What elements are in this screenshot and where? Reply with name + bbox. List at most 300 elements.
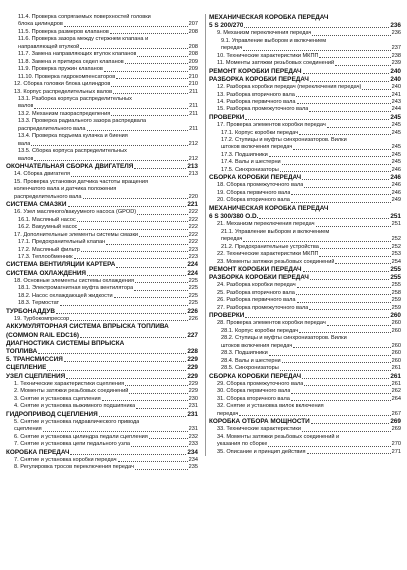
leader-dots — [114, 297, 188, 298]
toc-page-number: 229 — [188, 380, 198, 387]
toc-entry-title: 16.1. Масляный насос — [18, 216, 76, 223]
toc-entry-title: 12. Сборка головки блока цилиндров — [14, 81, 111, 88]
toc-entry-title: 13.4. Проверка подъема кулачка и биения — [18, 133, 128, 140]
toc-entry — [209, 167, 401, 174]
leader-dots — [291, 202, 391, 203]
toc-section-heading — [209, 266, 401, 274]
leader-dots — [125, 385, 188, 386]
leader-dots — [244, 27, 389, 28]
toc-entry-title: МЕХАНИЧЕСКАЯ КОРОБКА ПЕРЕДАЧ — [209, 14, 329, 21]
leader-dots — [135, 282, 188, 283]
toc-entry — [6, 232, 198, 239]
toc-entry — [6, 126, 198, 133]
toc-entry-title: КОРОБКА ПЕРЕДАЧ — [6, 448, 70, 456]
leader-dots — [99, 416, 187, 417]
toc-entry-title: 11. Моменты затяжки резьбовых соединений — [217, 60, 335, 67]
toc-entry-title: 1. Технические характеристики сцепления — [14, 380, 125, 387]
toc-page-number: 260 — [391, 342, 401, 349]
leader-dots — [299, 134, 390, 135]
toc-entry — [209, 365, 401, 372]
toc-section-heading — [6, 411, 198, 419]
toc-page-number: 235 — [188, 464, 198, 471]
toc-entry — [6, 51, 198, 58]
toc-entry — [6, 171, 198, 178]
leader-dots — [80, 48, 187, 49]
leader-dots — [102, 400, 188, 401]
leader-dots — [111, 86, 187, 87]
toc-page-number: 222 — [188, 231, 198, 238]
toc-page-number: 210 — [188, 73, 198, 80]
toc-page-number: 260 — [391, 320, 401, 327]
toc-page-number: 243 — [391, 98, 401, 105]
toc-section-heading — [6, 340, 198, 348]
toc-entry — [209, 441, 401, 448]
toc-entry-title: 28.4. Валы и шестерни — [221, 357, 281, 364]
toc-entry — [6, 224, 198, 231]
toc-entry-title: РАЗБОРКА КОРОБКИ ПЕРЕДАЧ — [209, 75, 309, 83]
toc-entry-title: 15. Проверка установки датчика частоты вращения — [14, 178, 148, 185]
leader-dots — [291, 194, 390, 195]
toc-page-number: 245 — [390, 113, 401, 121]
toc-left-column — [6, 14, 198, 472]
toc-page-number: 255 — [390, 274, 401, 282]
leader-dots — [297, 287, 391, 288]
toc-entry-title: 10. Технические характеристики МКПП — [217, 52, 319, 59]
leader-dots — [304, 385, 390, 386]
leader-dots — [297, 103, 391, 104]
leader-dots — [243, 241, 390, 242]
toc-entry-title: 23. Моменты затяжки резьбовых соединений — [217, 258, 335, 265]
toc-entry — [6, 217, 198, 224]
toc-section-heading — [209, 213, 401, 221]
toc-entry-title: передач — [221, 45, 243, 52]
toc-page-number: 208 — [188, 28, 198, 35]
leader-dots — [319, 256, 390, 257]
leader-dots — [137, 214, 187, 215]
toc-page-number: 220 — [188, 193, 198, 200]
toc-entry — [209, 221, 401, 228]
toc-entry — [6, 316, 198, 323]
toc-entry-title: ТУРБОНАДДУВ — [6, 307, 55, 315]
leader-dots — [43, 431, 188, 432]
toc-page-number: 271 — [391, 448, 401, 455]
toc-entry — [209, 388, 401, 395]
toc-entry — [6, 247, 198, 254]
toc-entry — [6, 194, 198, 201]
toc-section-heading — [209, 274, 401, 282]
toc-page-number: 260 — [391, 327, 401, 334]
leader-dots — [87, 275, 186, 276]
toc-page-number: 259 — [391, 297, 401, 304]
toc-entry-title: коленчатого вала и датчика положения — [14, 186, 117, 193]
toc-entry-title: 15. Разборка промежуточного вала — [217, 106, 309, 113]
toc-entry — [209, 350, 401, 357]
toc-entry-title: 21. Механизм переключения передач — [217, 221, 315, 228]
leader-dots — [70, 320, 187, 321]
toc-page-number: 245 — [391, 151, 401, 158]
toc-entry-title: 11.4. Проверка сопрягаемых поверхностей головки — [18, 14, 151, 20]
leader-dots — [335, 65, 391, 66]
toc-entry-title: РЕМОНТ КОРОБКИ ПЕРЕДАЧ — [209, 67, 302, 75]
toc-entry-title: 25. Разборка вторичного вала — [217, 289, 295, 296]
toc-page-number: 261 — [391, 380, 401, 387]
leader-dots — [304, 187, 390, 188]
toc-entry — [6, 285, 198, 292]
toc-page-number: 246 — [391, 166, 401, 173]
toc-section-heading — [6, 261, 198, 269]
toc-page-number: 251 — [391, 221, 401, 228]
toc-page-number: 260 — [390, 312, 401, 320]
toc-entry-title: 11.7. Замена направляющих втулок клапанов — [18, 51, 137, 58]
toc-page-number: 252 — [391, 243, 401, 250]
toc-page-number: 245 — [391, 122, 401, 129]
leader-dots — [291, 400, 391, 401]
toc-section-heading — [209, 312, 401, 320]
toc-page-number: 223 — [188, 254, 198, 260]
toc-section-heading — [209, 22, 401, 30]
toc-entry-title: 14. Сборка двигателя — [14, 171, 71, 178]
toc-entry — [6, 434, 198, 441]
toc-page-number: 245 — [391, 129, 401, 136]
leader-dots — [113, 93, 188, 94]
toc-entry — [209, 320, 401, 327]
toc-entry — [209, 282, 401, 289]
leader-dots — [312, 35, 390, 36]
leader-dots — [87, 130, 189, 131]
toc-page-number: 229 — [187, 364, 198, 372]
toc-page-number: 236 — [390, 22, 401, 30]
toc-entry-title: 27. Разборка промежуточного вала — [217, 304, 309, 311]
toc-section-heading — [6, 163, 198, 171]
toc-section-heading — [6, 373, 198, 381]
toc-page-number: 255 — [390, 265, 401, 273]
leader-dots — [134, 168, 186, 169]
toc-page-number: 231 — [187, 410, 198, 418]
toc-entry-title: 28. Проверка элементов коробки передач — [217, 320, 326, 327]
toc-entry-title: 5 S 200/270 — [209, 22, 244, 30]
toc-entry-title: (COMMON RAIL EDC16) — [6, 331, 80, 339]
toc-entry-title: 13.3. Проверка радиального зазора распредвала — [18, 118, 147, 125]
toc-page-number: 270 — [391, 441, 401, 448]
leader-dots — [269, 156, 391, 157]
toc-entry — [209, 30, 401, 37]
toc-page-number: 261 — [390, 372, 401, 380]
toc-section-heading — [6, 332, 198, 340]
toc-entry-title: 13.1. Разборка корпуса распределительных — [18, 95, 132, 102]
toc-entry — [6, 239, 198, 246]
leader-dots — [245, 317, 389, 318]
toc-entry-title: 7. Снятие и установка коробки передач — [14, 456, 117, 463]
toc-entry-title: 17.2. Масляный фильтр — [18, 246, 80, 253]
toc-page-number: 229 — [187, 372, 198, 380]
toc-entry-title: валов — [18, 155, 34, 162]
toc-entry-title: 9. Механизм переключения передач — [217, 30, 312, 37]
leader-dots — [316, 226, 391, 227]
toc-entry — [6, 81, 198, 88]
toc-page-number: 209 — [188, 58, 198, 65]
toc-section-heading — [209, 114, 401, 122]
toc-entry-title: 14. Разборка первичного вала — [217, 98, 296, 105]
toc-page-number: 228 — [187, 347, 198, 355]
leader-dots — [64, 361, 187, 362]
toc-page-number: 211 — [189, 88, 198, 95]
toc-entry-title: 5. Снятие и установка гидравлического привода — [14, 418, 140, 425]
leader-dots — [71, 176, 188, 177]
toc-page-number: 267 — [391, 410, 401, 417]
toc-entry-title: штоков включения передач — [221, 342, 293, 349]
leader-dots — [110, 33, 188, 34]
toc-entry — [6, 96, 198, 103]
toc-entry-title: 7. Снятие и установка цепи педального узла — [14, 441, 130, 448]
toc-page-number: 258 — [391, 289, 401, 296]
toc-entry-title: 13.2. Механизм газораспределения — [18, 110, 111, 117]
toc-entry — [209, 130, 401, 137]
toc-entry-title: 32. Снятие и установка вилок включения — [217, 403, 324, 410]
toc-entry — [6, 464, 198, 471]
toc-page-number: 224 — [187, 261, 198, 269]
toc-page-number: 269 — [391, 426, 401, 433]
toc-entry — [6, 59, 198, 66]
toc-entry-title: 11.10. Проверка гидрокомпенсаторов — [18, 73, 116, 80]
leader-dots — [319, 57, 390, 58]
leader-dots — [116, 78, 187, 79]
toc-entry — [209, 137, 401, 144]
toc-page-number: 223 — [188, 246, 198, 253]
leader-dots — [83, 198, 188, 199]
toc-page-number: 269 — [390, 418, 401, 426]
leader-dots — [68, 206, 187, 207]
toc-entry-title: 17.2. Ступицы и муфты синхронизаторов. Вилки — [221, 137, 347, 143]
toc-section-heading — [209, 76, 401, 84]
toc-entry — [209, 343, 401, 350]
toc-page-number: 234 — [188, 456, 198, 463]
leader-dots — [80, 337, 186, 338]
toc-entry — [209, 358, 401, 365]
toc-section-heading — [209, 68, 401, 76]
toc-entry-title: 26. Разборка первичного вала — [217, 297, 296, 304]
leader-dots — [296, 294, 391, 295]
toc-page-number: 225 — [188, 292, 198, 299]
toc-entry — [6, 111, 198, 118]
toc-entry-title: 11.8. Замена и притирка седел клапанов — [18, 58, 124, 65]
toc-entry — [6, 66, 198, 73]
toc-entry — [6, 29, 198, 36]
toc-page-number: 246 — [390, 174, 401, 182]
leader-dots — [118, 461, 188, 462]
toc-entry — [209, 159, 401, 166]
toc-section-heading — [6, 364, 198, 372]
toc-entry — [6, 44, 198, 51]
toc-entry-title: СБОРКА КОРОБКИ ПЕРЕДАЧ — [209, 174, 302, 182]
toc-entry — [6, 103, 198, 110]
toc-page-number: 260 — [391, 350, 401, 357]
toc-page-number: 246 — [391, 189, 401, 196]
toc-entry-title: 28.2. Ступицы и муфты синхронизаторов. Вилки — [221, 335, 347, 342]
leader-dots — [310, 81, 389, 82]
toc-entry — [209, 152, 401, 159]
toc-entry — [209, 305, 401, 312]
leader-dots — [64, 26, 188, 27]
toc-section-heading — [209, 205, 401, 213]
toc-page-number: 212 — [188, 140, 198, 147]
leader-dots — [106, 244, 187, 245]
toc-entry-title: 13. Разборка вторичного вала — [217, 91, 295, 98]
leader-dots — [131, 446, 188, 447]
toc-entry-title: передач — [221, 236, 243, 243]
leader-dots — [268, 446, 390, 447]
leader-dots — [302, 179, 389, 180]
toc-entry-title: 31. Сборка вторичного вала — [217, 395, 290, 402]
toc-page-number: 249 — [391, 197, 401, 204]
toc-entry — [209, 99, 401, 106]
toc-entry-title: СБОРКА КОРОБКИ ПЕРЕДАЧ — [209, 372, 302, 380]
leader-dots — [239, 415, 390, 416]
toc-entry-title: 28.3. Подшипники — [221, 350, 268, 357]
leader-dots — [137, 56, 187, 57]
toc-entry-title: 8. Регулировка тросов переключения передач — [14, 464, 135, 471]
toc-entry — [6, 156, 198, 163]
toc-entry-title: СЦЕПЛЕНИЕ — [6, 364, 47, 372]
toc-entry — [6, 426, 198, 433]
toc-section-heading — [209, 418, 401, 426]
toc-page-number: 208 — [188, 51, 198, 58]
toc-page-number: 225 — [188, 277, 198, 284]
leader-dots — [74, 258, 188, 259]
toc-entry-title: передач — [217, 410, 239, 417]
toc-page-number: 255 — [391, 282, 401, 289]
leader-dots — [302, 378, 389, 379]
toc-page-number: 227 — [187, 331, 198, 339]
toc-section-heading — [209, 373, 401, 381]
leader-dots — [310, 279, 389, 280]
toc-entry — [6, 133, 198, 140]
leader-dots — [296, 96, 391, 97]
toc-entry — [209, 229, 401, 236]
toc-entry-title: 18.3. Термостат — [18, 300, 60, 307]
toc-entry — [6, 118, 198, 125]
toc-entry-title: вала — [18, 140, 31, 147]
toc-entry — [6, 36, 198, 43]
toc-page-number: 260 — [391, 357, 401, 364]
leader-dots — [81, 251, 188, 252]
toc-entry-title: СИСТЕМА ОХЛАЖДЕНИЯ — [6, 269, 87, 277]
leader-dots — [60, 305, 188, 306]
toc-page-number: 253 — [391, 251, 401, 258]
leader-dots — [129, 393, 187, 394]
leader-dots — [47, 370, 186, 371]
toc-entry-title: 35. Описание и принцип действия — [217, 448, 306, 455]
toc-entry-title: 17. Проверка элементов коробки передач — [217, 122, 326, 129]
toc-entry — [6, 396, 198, 403]
leader-dots — [297, 302, 391, 303]
toc-entry-title: указания по сборке — [217, 441, 268, 448]
toc-entry — [209, 236, 401, 243]
toc-page-number: 230 — [188, 395, 198, 402]
toc-entry-title: сцепления — [14, 426, 42, 433]
leader-dots — [31, 145, 187, 146]
toc-entry — [6, 300, 198, 307]
leader-dots — [280, 370, 391, 371]
toc-entry — [209, 45, 401, 52]
toc-entry-title: 16. Узел масляного/вакуумного насоса (GPOD) — [14, 209, 137, 216]
toc-page-number: 222 — [188, 239, 198, 246]
toc-entry-title: 20. Сборка вторичного вала — [217, 197, 290, 204]
toc-page-number: 244 — [391, 106, 401, 113]
toc-entry-title: 18.1. Электромагнитная муфта вентилятора — [18, 285, 134, 292]
toc-entry-title: 9.1. Управление выбором и включением — [221, 37, 327, 44]
toc-entry-title: 2. Моменты затяжки резьбовых соединений — [14, 388, 129, 395]
toc-page-number: 222 — [188, 216, 198, 223]
toc-entry-title: 28.5. Синхронизаторы — [221, 365, 279, 372]
toc-page-number: 246 — [391, 182, 401, 189]
toc-entry-title: штоков включения передач — [221, 144, 293, 151]
toc-entry — [6, 89, 198, 96]
toc-entry-title: блока цилиндров — [18, 21, 63, 28]
toc-entry — [6, 148, 198, 155]
toc-entry — [6, 388, 198, 395]
toc-entry — [6, 441, 198, 448]
toc-section-heading — [6, 449, 198, 457]
toc-entry — [6, 278, 198, 285]
leader-dots — [149, 438, 188, 439]
toc-page-number: 229 — [187, 356, 198, 364]
toc-page-number: 261 — [391, 365, 401, 372]
toc-page-number: 241 — [391, 91, 401, 98]
toc-page-number: 231 — [188, 403, 198, 410]
toc-entry — [6, 141, 198, 148]
toc-page-number: 252 — [391, 236, 401, 243]
toc-page-number: 207 — [188, 21, 198, 28]
toc-entry-title: 24. Разборка коробки передач — [217, 282, 296, 289]
toc-page-number: 211 — [189, 125, 198, 132]
toc-entry-title: СИСТЕМА СМАЗКИ — [6, 201, 67, 209]
leader-dots — [327, 325, 391, 326]
toc-entry — [209, 244, 401, 251]
leader-dots — [282, 362, 391, 363]
toc-entry — [6, 457, 198, 464]
toc-page-number: 211 — [189, 110, 198, 117]
leader-dots — [320, 248, 391, 249]
toc-page-number: 213 — [187, 163, 198, 171]
toc-entry — [6, 403, 198, 410]
toc-entry-title: ПРОВЕРКИ — [209, 312, 245, 320]
toc-entry-title: ТОПЛИВА — [6, 347, 38, 355]
toc-entry — [209, 251, 401, 258]
toc-entry-title: направляющей втулкой — [18, 43, 80, 50]
toc-page-number: 245 — [391, 159, 401, 166]
toc-entry-title: 28.1. Корпус коробки передач — [221, 327, 299, 334]
toc-entry-title: МЕХАНИЧЕСКАЯ КОРОБКА ПЕРЕДАЧ — [209, 204, 329, 212]
toc-entry-title: ПРОВЕРКИ — [209, 113, 245, 121]
toc-entry-title: АККУМУЛЯТОРНАЯ СИСТЕМА ВПРЫСКА ТОПЛИВА — [6, 323, 169, 331]
toc-entry-title: 18.2. Насос охлаждающей жидкости — [18, 292, 113, 299]
toc-page-number: 222 — [188, 224, 198, 231]
leader-dots — [291, 393, 390, 394]
toc-entry-title: 19. Сборка первичного вала — [217, 189, 291, 196]
leader-dots — [335, 263, 390, 264]
toc-page-number: 222 — [188, 209, 198, 216]
toc-entry-title: 6. Снятие и установка цилиндра педали сцепления — [14, 433, 148, 440]
toc-page-number: 225 — [188, 300, 198, 307]
toc-page-number: 213 — [188, 171, 198, 178]
toc-entry-title: 17. Дополнительные элементы системы смазки — [14, 231, 139, 238]
leader-dots — [303, 271, 390, 272]
toc-entry — [209, 197, 401, 204]
leader-dots — [311, 423, 390, 424]
toc-page-number: 251 — [390, 213, 401, 221]
toc-entry-title: УЗЕЛ СЦЕПЛЕНИЯ — [6, 372, 66, 380]
leader-dots — [104, 71, 188, 72]
